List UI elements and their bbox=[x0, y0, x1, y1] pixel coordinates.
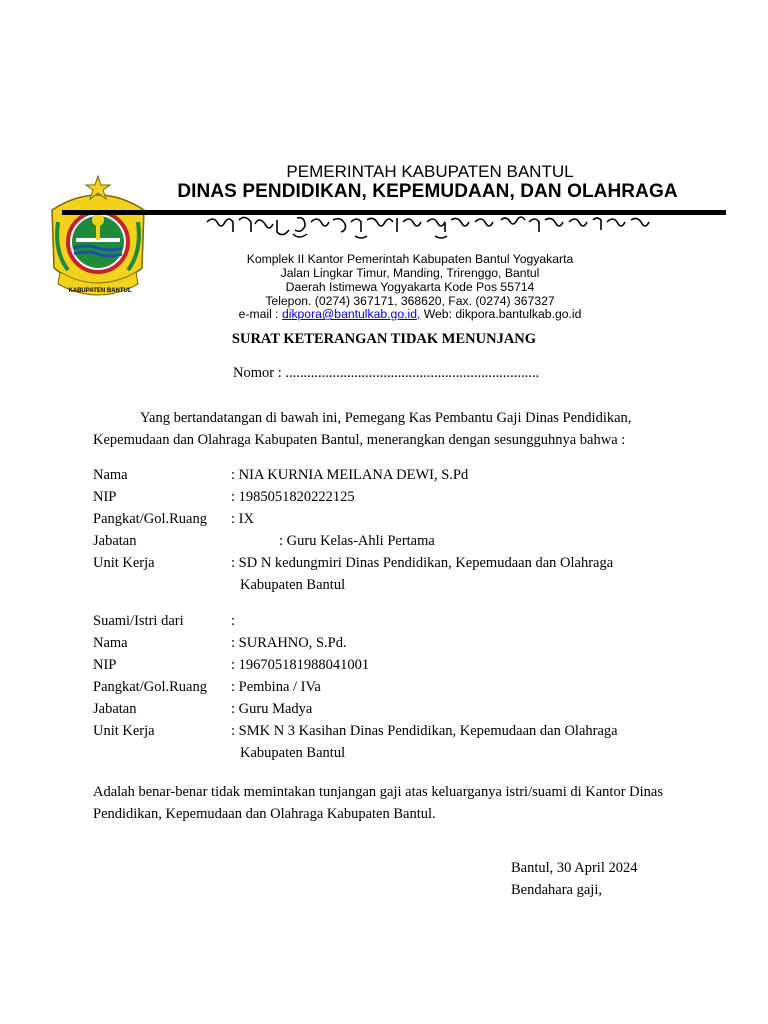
spouse-position-value: : Guru Madya bbox=[231, 701, 313, 717]
spouse-nip-value: : 196705181988041001 bbox=[231, 657, 370, 673]
email-label: e-mail : bbox=[238, 307, 282, 321]
spouse-heading-value: : bbox=[231, 613, 236, 629]
intro-line-1: Yang bertandatangan di bawah ini, Pemegang Kas Pembantu Gaji Dinas Pendidikan, bbox=[140, 410, 632, 426]
employee-unit-value: : SD N kedungmiri Dinas Pendidikan, Kepemudaan dan Olahraga bbox=[231, 555, 614, 571]
employee-position-label: Jabatan bbox=[93, 533, 137, 549]
spouse-name-label: Nama bbox=[93, 635, 128, 651]
closing-line-2: Pendidikan, Kepemudaan dan Olahraga Kabupaten Bantul. bbox=[93, 806, 436, 822]
employee-rank-label: Pangkat/Gol.Ruang bbox=[93, 511, 207, 527]
spouse-rank-value: : Pembina / IVa bbox=[231, 679, 321, 695]
javanese-script-icon bbox=[205, 214, 655, 240]
spouse-name-value: : SURAHNO, S.Pd. bbox=[231, 635, 347, 651]
signer-role: Bendahara gaji, bbox=[511, 882, 602, 898]
address-line-2: Jalan Lingkar Timur, Manding, Trirenggo, Bantul bbox=[280, 266, 540, 280]
spouse-unit-value: : SMK N 3 Kasihan Dinas Pendidikan, Kepemudaan dan Olahraga bbox=[231, 723, 618, 739]
employee-position-value: : Guru Kelas-Ahli Pertama bbox=[279, 533, 435, 549]
address-line-1: Komplek II Kantor Pemerintah Kabupaten Bantul Yogyakarta bbox=[246, 252, 574, 266]
government-name: PEMERINTAH KABUPATEN BANTUL bbox=[286, 162, 574, 181]
spouse-unit-label: Unit Kerja bbox=[93, 723, 155, 739]
spouse-position-label: Jabatan bbox=[93, 701, 137, 717]
spouse-rank-label: Pangkat/Gol.Ruang bbox=[93, 679, 207, 695]
phone-line: Telepon. (0274) 367171, 368620, Fax. (0274) 367327 bbox=[265, 294, 555, 308]
spouse-nip-label: NIP bbox=[93, 657, 117, 673]
place-date: Bantul, 30 April 2024 bbox=[511, 860, 638, 876]
employee-nip-value: : 1985051820222125 bbox=[231, 489, 355, 505]
employee-unit-value-cont: Kabupaten Bantul bbox=[240, 577, 346, 593]
closing-line-1: Adalah benar-benar tidak memintakan tunjangan gaji atas keluarganya istri/suami di Kantor Dinas bbox=[93, 784, 663, 800]
contact-line bbox=[200, 307, 620, 321]
spouse-heading-label: Suami/Istri dari bbox=[93, 613, 184, 629]
employee-rank-value: : IX bbox=[231, 511, 254, 527]
javanese-script-heading bbox=[205, 214, 655, 245]
email-link[interactable]: dikpora@bantulkab.go.id, bbox=[281, 307, 421, 321]
letter-number: Nomor : ...................................................................... bbox=[233, 365, 540, 381]
employee-nip-label: NIP bbox=[93, 489, 117, 505]
employee-name-label: Nama bbox=[93, 467, 128, 483]
web-label: Web: dikpora.bantulkab.go.id bbox=[420, 307, 582, 321]
department-name: DINAS PENDIDIKAN, KEPEMUDAAN, DAN OLAHRAGA bbox=[177, 181, 678, 202]
spouse-unit-value-cont: Kabupaten Bantul bbox=[240, 745, 346, 761]
address-line-3: Daerah Istimewa Yogyakarta Kode Pos 55714 bbox=[285, 280, 535, 294]
intro-line-2: Kepemudaan dan Olahraga Kabupaten Bantul, menerangkan dengan sesungguhnya bahwa : bbox=[93, 432, 626, 448]
logo-ribbon-text: KABUPATEN BANTUL bbox=[68, 288, 132, 294]
employee-name-value: : NIA KURNIA MEILANA DEWI, S.Pd bbox=[231, 467, 469, 483]
letter-title: SURAT KETERANGAN TIDAK MENUNJANG bbox=[231, 331, 537, 347]
employee-unit-label: Unit Kerja bbox=[93, 555, 155, 571]
